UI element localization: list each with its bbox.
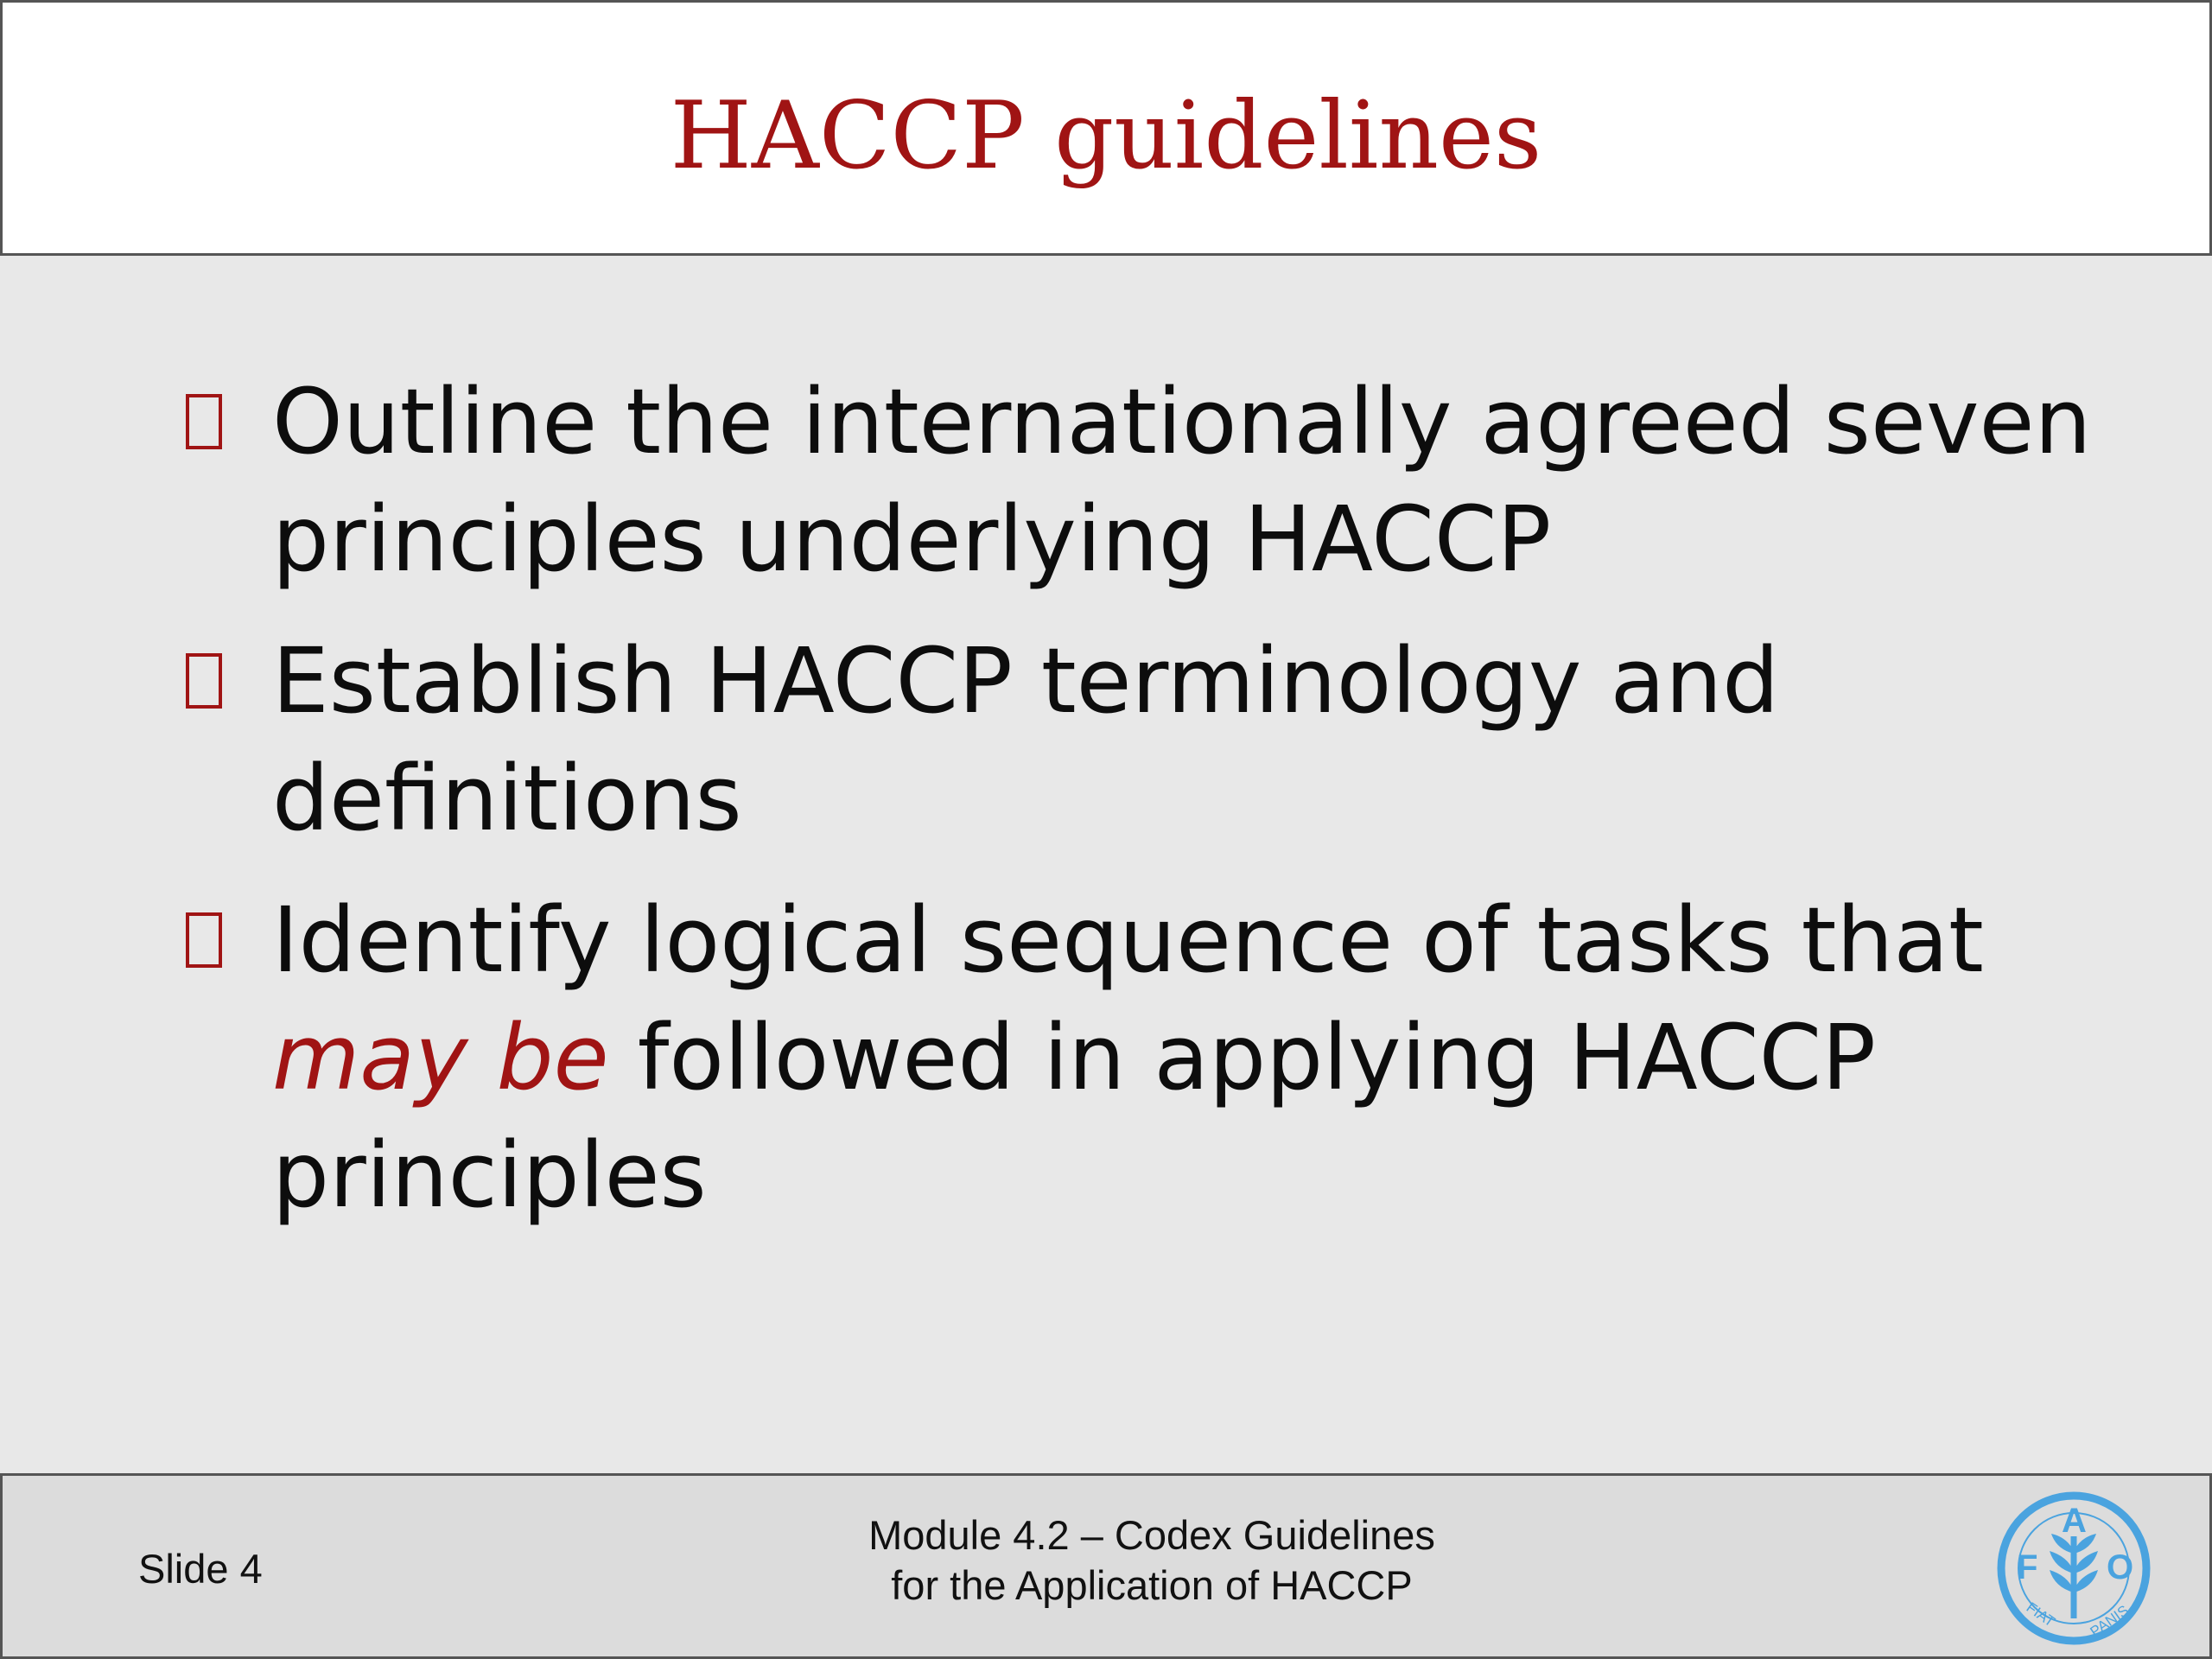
bullet-emphasis: may be xyxy=(272,1005,609,1110)
bullet-text-prefix: Identify logical sequence of tasks that xyxy=(272,887,1984,993)
module-caption xyxy=(720,1510,1584,1611)
bullet-text-suffix: followed in applying HACCP principles xyxy=(272,1005,1876,1228)
logo-letter: O xyxy=(2107,1548,2134,1586)
bullet-item xyxy=(181,622,2117,857)
title-bar xyxy=(0,0,2212,256)
bullet-text: Outline the internationally agreed seven principles underlying HACCP xyxy=(272,369,2092,592)
logo-letter: F xyxy=(2017,1548,2038,1586)
square-bullet-icon xyxy=(186,394,222,449)
logo-letter: A xyxy=(2062,1502,2087,1540)
bullet-text: Establish HACCP terminology and definitions xyxy=(272,628,1780,851)
square-bullet-icon xyxy=(186,912,222,968)
footer xyxy=(0,1473,2212,1659)
logo-motto-left: FIAT xyxy=(2023,1599,2058,1630)
fao-logo-icon xyxy=(1994,1489,2154,1649)
bullet-item xyxy=(181,881,2117,1234)
slide-number: Slide 4 xyxy=(138,1546,263,1592)
bullet-item xyxy=(181,363,2117,598)
module-line-1: Module 4.2 – Codex Guidelines xyxy=(868,1512,1435,1558)
bullet-list xyxy=(181,363,2117,1258)
logo-motto-right: PANIS xyxy=(2087,1602,2133,1641)
slide-title: HACCP guidelines xyxy=(670,82,1542,190)
square-bullet-icon xyxy=(186,653,222,709)
module-line-2: for the Application of HACCP xyxy=(891,1562,1413,1608)
